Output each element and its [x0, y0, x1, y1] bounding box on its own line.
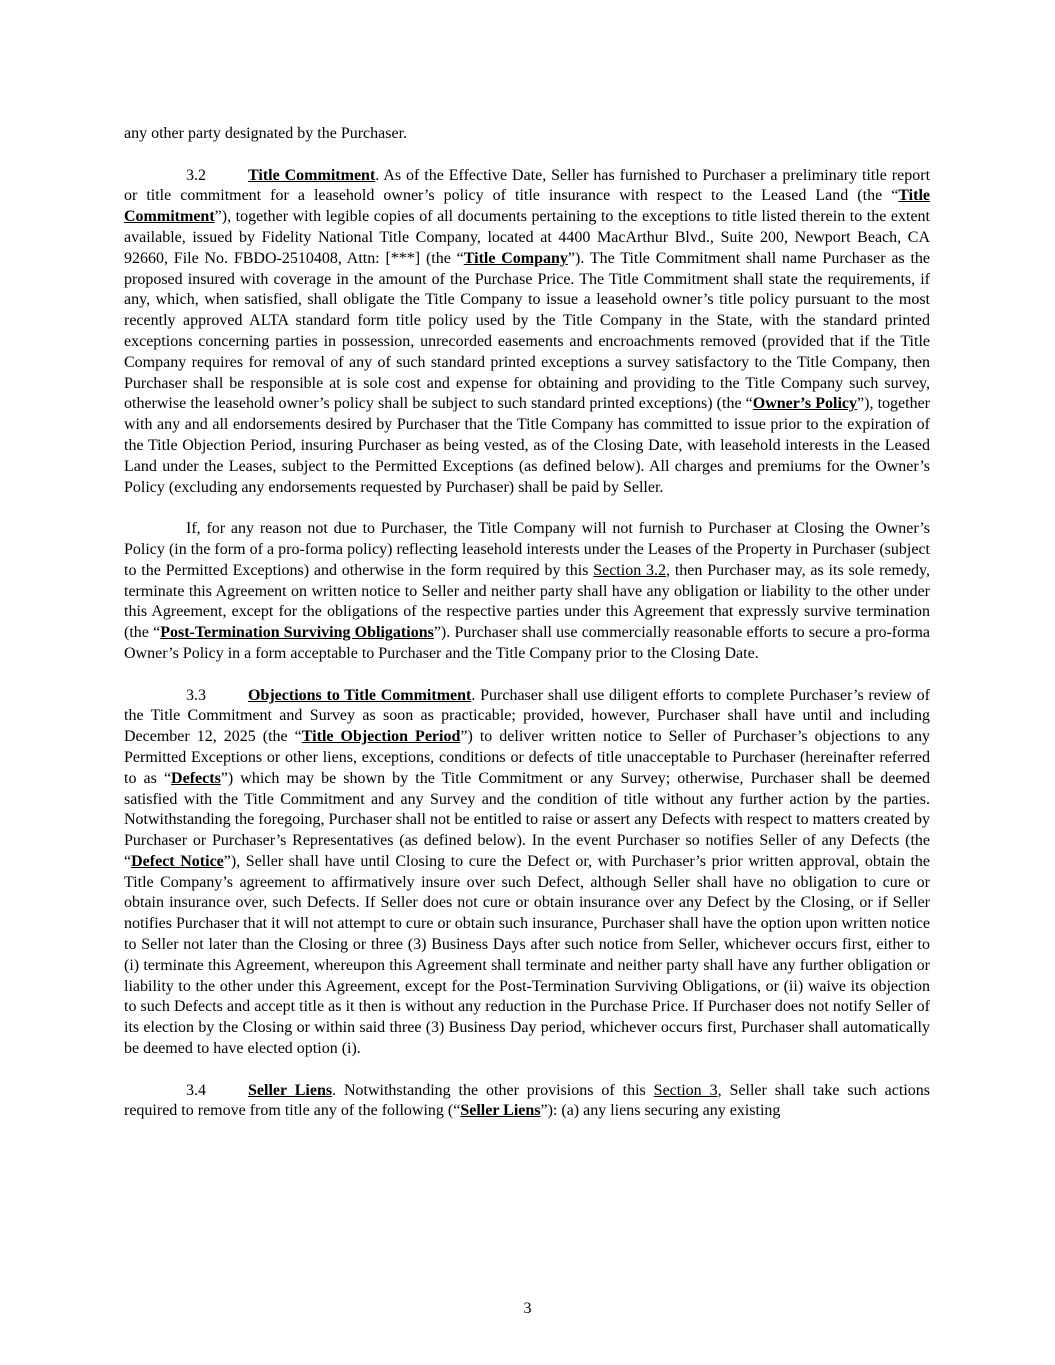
- section-heading: Objections to Title Commitment: [248, 686, 472, 704]
- body-text: ”). The Title Commitment shall name Purchaser as the proposed insured with coverage in the amount of the Purchase Price. The Title Commitment shall state the requirements, if any, which, when satisfied, shall obligate the Title Company to issue a leasehold owner’s title policy pursuant to the most recently approved ALTA standard form title policy used by the Title Company in the State, with the standard printed exceptions concerning parties in possession, unrecorded easements and encroachments removed (provided that if the Title Company requires for removal of any of such standard printed exceptions a survey satisfactory to the Title Company, then Purchaser shall be responsible at is sole cost and expense for obtaining and providing to the Title Company such survey, otherwise the leasehold owner’s policy shall be subject to such standard printed exceptions) (the “: [124, 249, 930, 413]
- document-page: [124, 124, 930, 1143]
- body-text: ”): (a) any liens securing any existing: [540, 1102, 781, 1120]
- section-3-2-remedy-paragraph: [124, 519, 930, 665]
- section-number: 3.3: [186, 686, 206, 704]
- defined-term: Defects: [171, 769, 221, 787]
- body-text: ”), Seller shall have until Closing to cure the Defect or, with Purchaser’s prior written approval, obtain the Title Company’s agreement to affirmatively insure over such Defect, although Seller shall have no obligation to cure or obtain insurance over, such Defects. If Seller does not cure or obtain insurance over any Defect by the Closing, or if Seller notifies Purchaser that it will not attempt to cure or obtain such insurance, Purchaser shall have the option upon written notice to Seller not later than the Closing or three (3) Business Days after such notice from Seller, whichever occurs first, either to (i) terminate this Agreement, whereupon this Agreement shall terminate and neither party shall have any further obligation or liability to the other under this Agreement, except for the Post-Termination Surviving Obligations, or (ii) waive its objection to such Defects and accept title as it then is without any reduction in the Purchase Price. If Purchaser does not notify Seller of its election by the Closing or within said three (3) Business Day period, whichever occurs first, Purchaser shall automatically be deemed to have elected option (i).: [124, 852, 930, 1058]
- body-text: ”). Purchaser shall use commercially reasonable efforts to secure a pro-forma Owner’s Policy in a form acceptable to Purchaser and the Title Company prior to the Closing Date.: [124, 624, 930, 662]
- defined-term: Seller Liens: [460, 1102, 541, 1120]
- body-text: ”), together with any and all endorsements desired by Purchaser that the Title Company has committed to issue prior to the expiration of the Title Objection Period, insuring Purchaser as being vested, as of the Closing Date, with leasehold interests in the Leased Land under the Leases, subject to the Permitted Exceptions (as defined below). All charges and premiums for the Owner’s Policy (excluding any endorsements requested by Purchaser) shall be paid by Seller.: [124, 395, 931, 496]
- section-number: 3.4: [186, 1081, 206, 1099]
- body-text: , Seller shall take such actions required to remove from title any of the following (“: [124, 1081, 930, 1120]
- body-text: ”) which may be shown by the Title Commitment or any Survey; otherwise, Purchaser shall be deemed satisfied with the Title Commitment and any Survey and the condition of title without any further action by the parties. Notwithstanding the foregoing, Purchaser shall not be entitled to raise or assert any Defects with respect to matters created by Purchaser or Purchaser’s Representatives (as defined below). In the event Purchaser so notifies Seller of any Defects (the “: [124, 769, 931, 870]
- defined-term: Title Commitment: [124, 187, 930, 226]
- body-text: . As of the Effective Date, Seller has furnished to Purchaser a preliminary title report or title commitment for a leasehold owner’s policy of title insurance with respect to the Leased Land (the “: [124, 166, 931, 205]
- section-number: 3.2: [186, 166, 206, 184]
- body-text: ”), together with legible copies of all documents pertaining to the exceptions to title listed therein to the extent available, issued by Fidelity National Title Company, located at 4400 MacArthur Blvd., Suite 200, Newport Beach, CA 92660, File No. FBDO-2510408, Attn: [***] (the “: [124, 208, 930, 267]
- section-reference: Section 3.2: [593, 561, 667, 579]
- defined-term: Owner’s Policy: [752, 395, 858, 413]
- section-3-3-paragraph: [124, 686, 930, 1060]
- body-text: . Notwithstanding the other provisions of this: [332, 1081, 654, 1099]
- section-3-2-paragraph: [124, 166, 930, 499]
- section-reference: Section 3: [653, 1081, 718, 1099]
- body-text: . Purchaser shall use diligent efforts to complete Purchaser’s review of the Title Commitment and Survey as soon as practicable; provided, however, Purchaser shall have until and including December 12, 2025 (the “: [124, 686, 931, 746]
- body-text: ”) to deliver written notice to Seller of Purchaser’s objections to any Permitted Exceptions or other liens, exceptions, conditions or defects of title unacceptable to Purchaser (hereinafter referred to as “: [124, 728, 931, 787]
- defined-term: Defect Notice: [131, 852, 224, 870]
- page-number: 3: [523, 1300, 532, 1317]
- body-text: , then Purchaser may, as its sole remedy, terminate this Agreement on written notice to Seller and neither party shall have any obligation or liability to the other under this Agreement, except for the obligations of the respective parties under this Agreement that expressly survive termination (the “: [124, 561, 930, 642]
- defined-term: Title Company: [463, 249, 568, 267]
- continuation-paragraph: any other party designated by the Purchaser.: [124, 125, 408, 142]
- section-heading: Title Commitment: [248, 166, 376, 184]
- section-heading: Seller Liens: [248, 1081, 333, 1099]
- body-text: If, for any reason not due to Purchaser, the Title Company will not furnish to Purchaser at Closing the Owner’s Policy (in the form of a pro-forma policy) reflecting leasehold interests under the Leases of the Property in Purchaser (subject to the Permitted Exceptions) and otherwise in the form required by this: [124, 520, 930, 579]
- defined-term: Post-Termination Surviving Obligations: [160, 624, 434, 642]
- defined-term: Title Objection Period: [301, 728, 461, 746]
- section-3-4-paragraph: [124, 1081, 930, 1123]
